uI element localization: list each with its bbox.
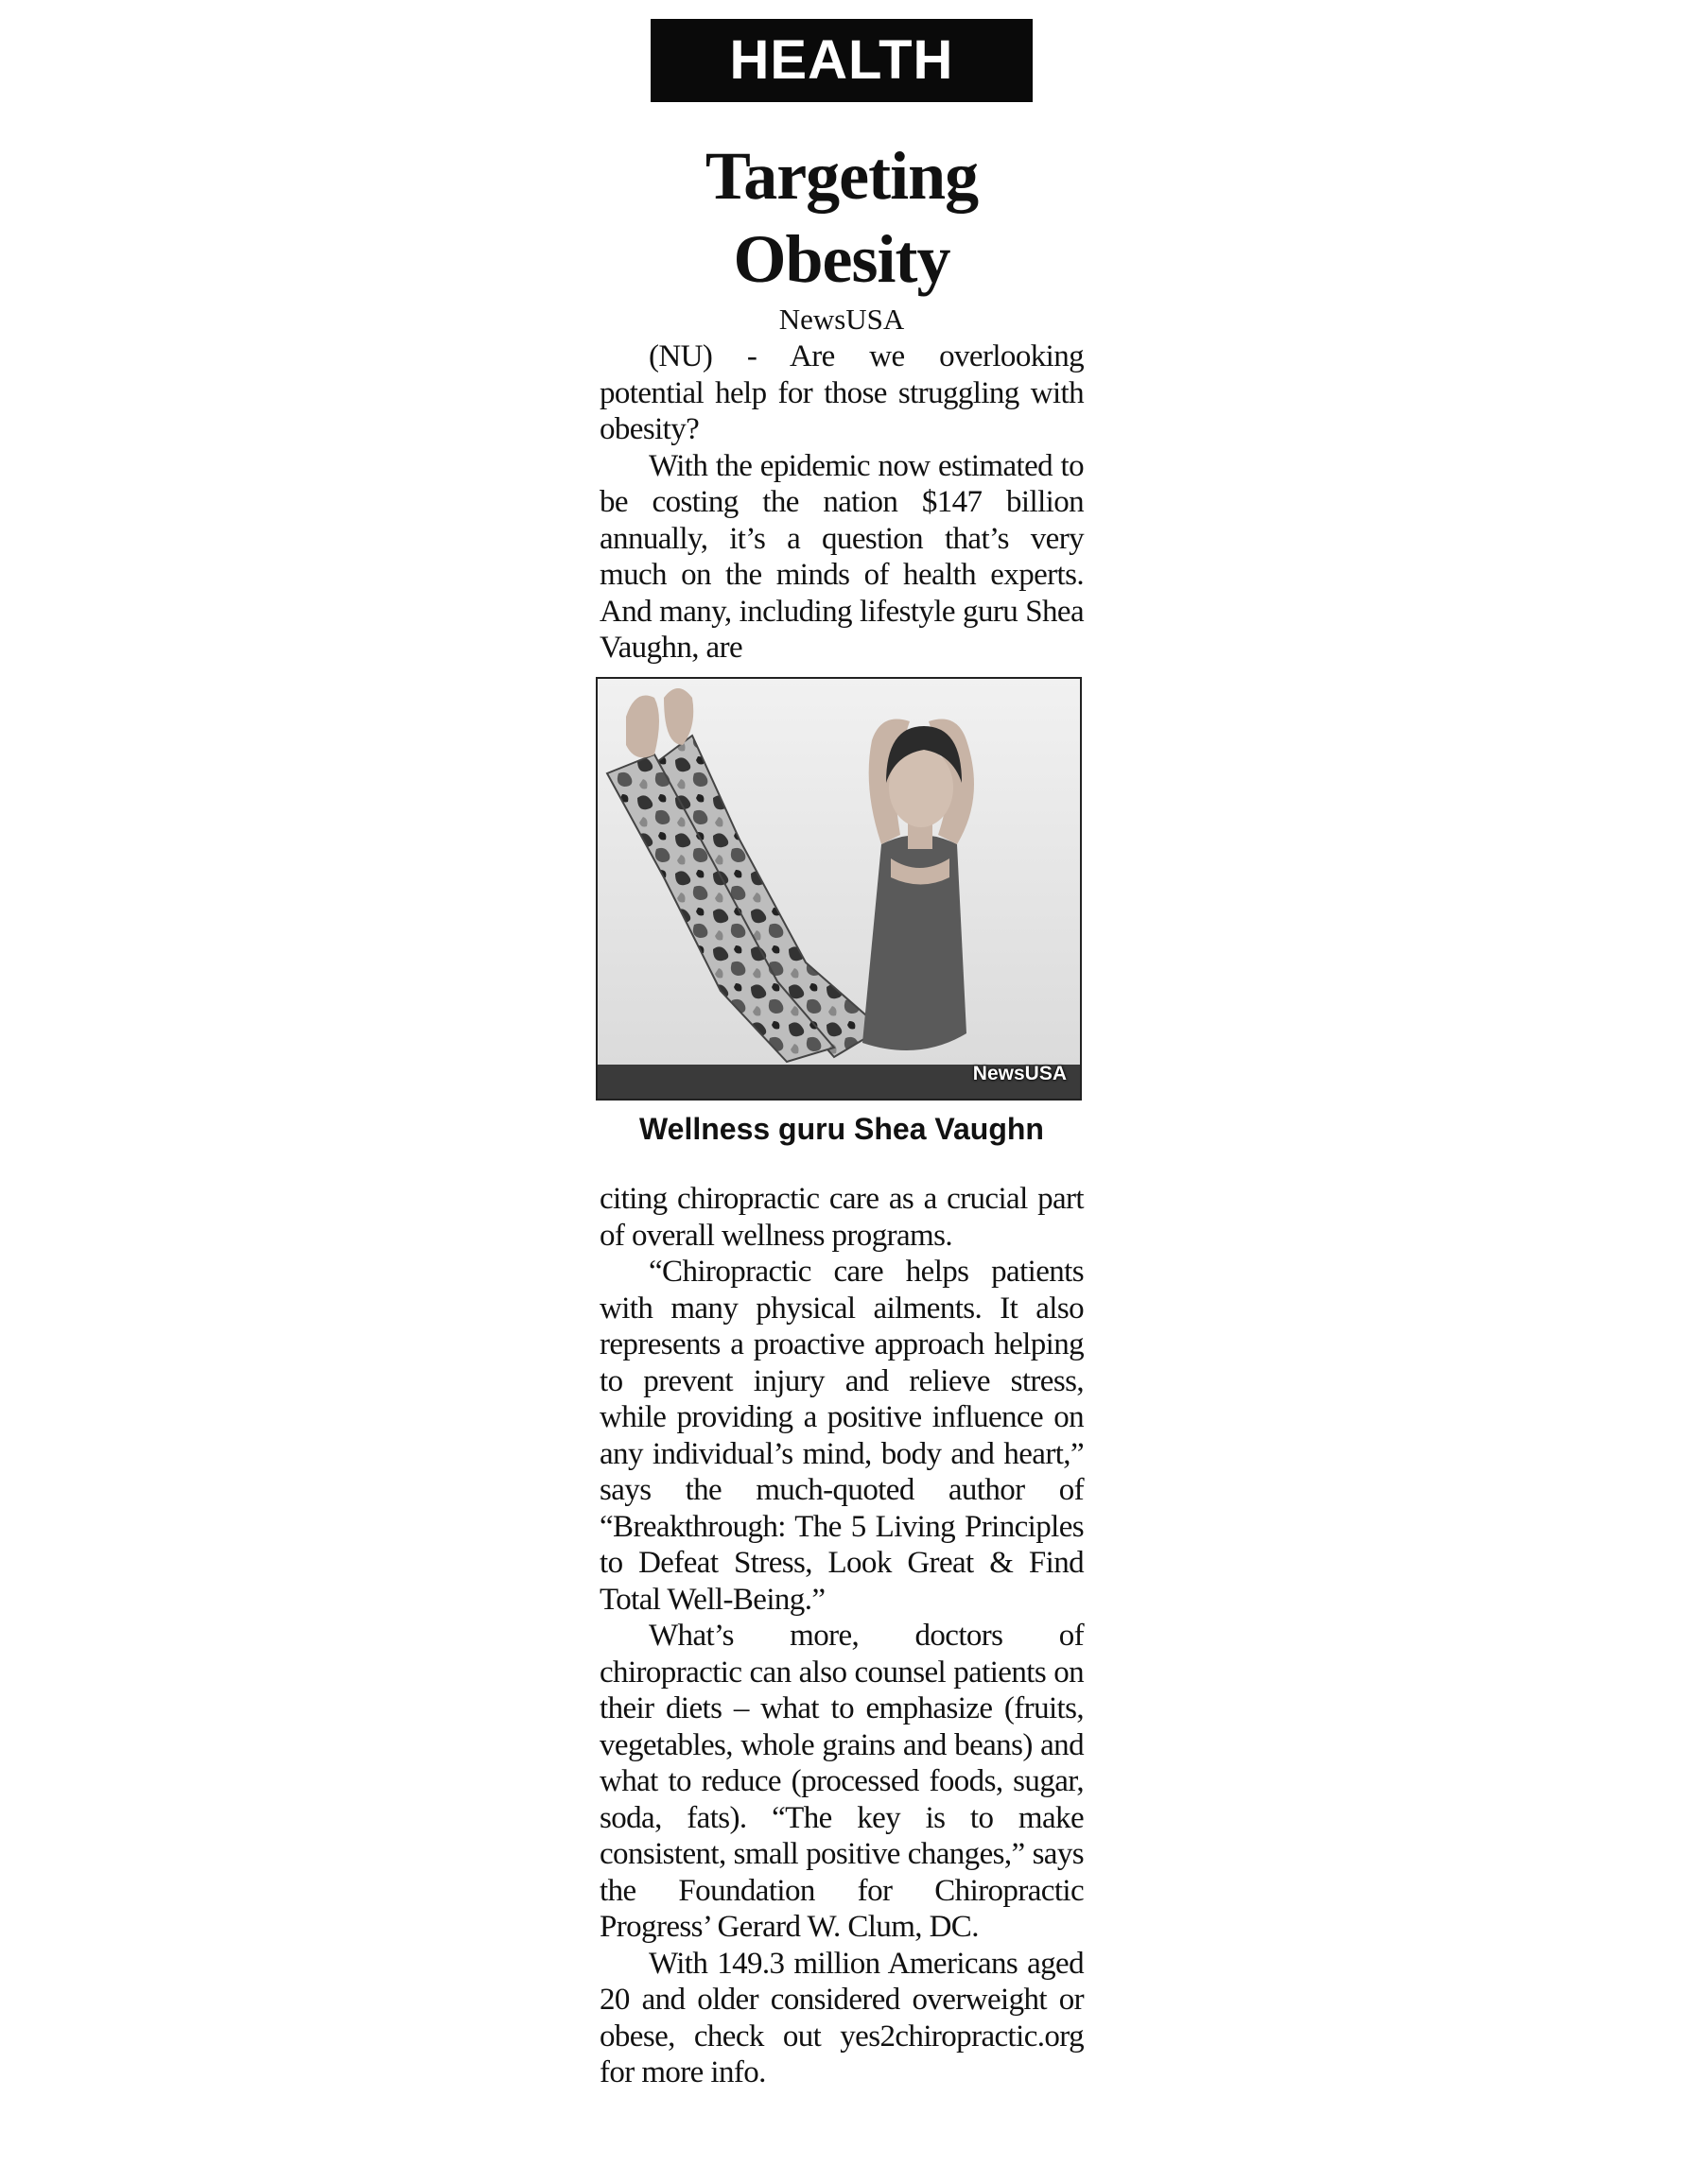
paragraph: citing chiropractic care as a crucial part of overall wellness programs. xyxy=(600,1182,1084,1253)
paragraph: (NU) - Are we overlooking potential help for those struggling with obesity? xyxy=(600,339,1084,446)
article-column-top xyxy=(600,338,1084,667)
section-banner: HEALTH xyxy=(651,19,1033,102)
paragraph: What’s more, doctors of chiropractic can also counsel patients on their diets – what to emphasize (fruits, vegetables, whole grains and beans) and what to reduce (processed foods, sugar, soda, fats). “The key is to make consistent, small positive changes,” says the Foundation for Chiropractic Progress’ Gerard W. Clum, DC. xyxy=(600,1619,1084,1944)
article-column-bottom xyxy=(600,1181,1084,2091)
headline-line-2: Obesity xyxy=(733,221,950,297)
photo-illustration xyxy=(598,679,1080,1099)
paragraph: With the epidemic now estimated to be costing the nation $147 billion annually, it’s a question that’s very much on the minds of health experts. And many, including lifestyle guru Shea Vaughn, are xyxy=(600,448,1084,665)
photo-credit: NewsUSA xyxy=(972,1063,1067,1084)
paragraph: With 149.3 million Americans aged 20 and older considered overweight or obese, check out yes2chiropractic.org for more info. xyxy=(600,1946,1084,2089)
photo-caption: Wellness guru Shea Vaughn xyxy=(639,1112,1044,1146)
headline-line-1: Targeting xyxy=(705,138,979,214)
paragraph: “Chiropractic care helps patients with many physical ailments. It also represents a proactive approach helping to prevent injury and relieve stress, while providing a positive influence on any individual’s mind, body and heart,” says the much-quoted author of “Breakthrough: The 5 Living Principles to Defeat Stress, Look Great & Find Total Well-Being.” xyxy=(600,1255,1084,1617)
article-photo xyxy=(596,677,1082,1101)
headline xyxy=(596,134,1088,301)
byline: NewsUSA xyxy=(778,303,905,336)
